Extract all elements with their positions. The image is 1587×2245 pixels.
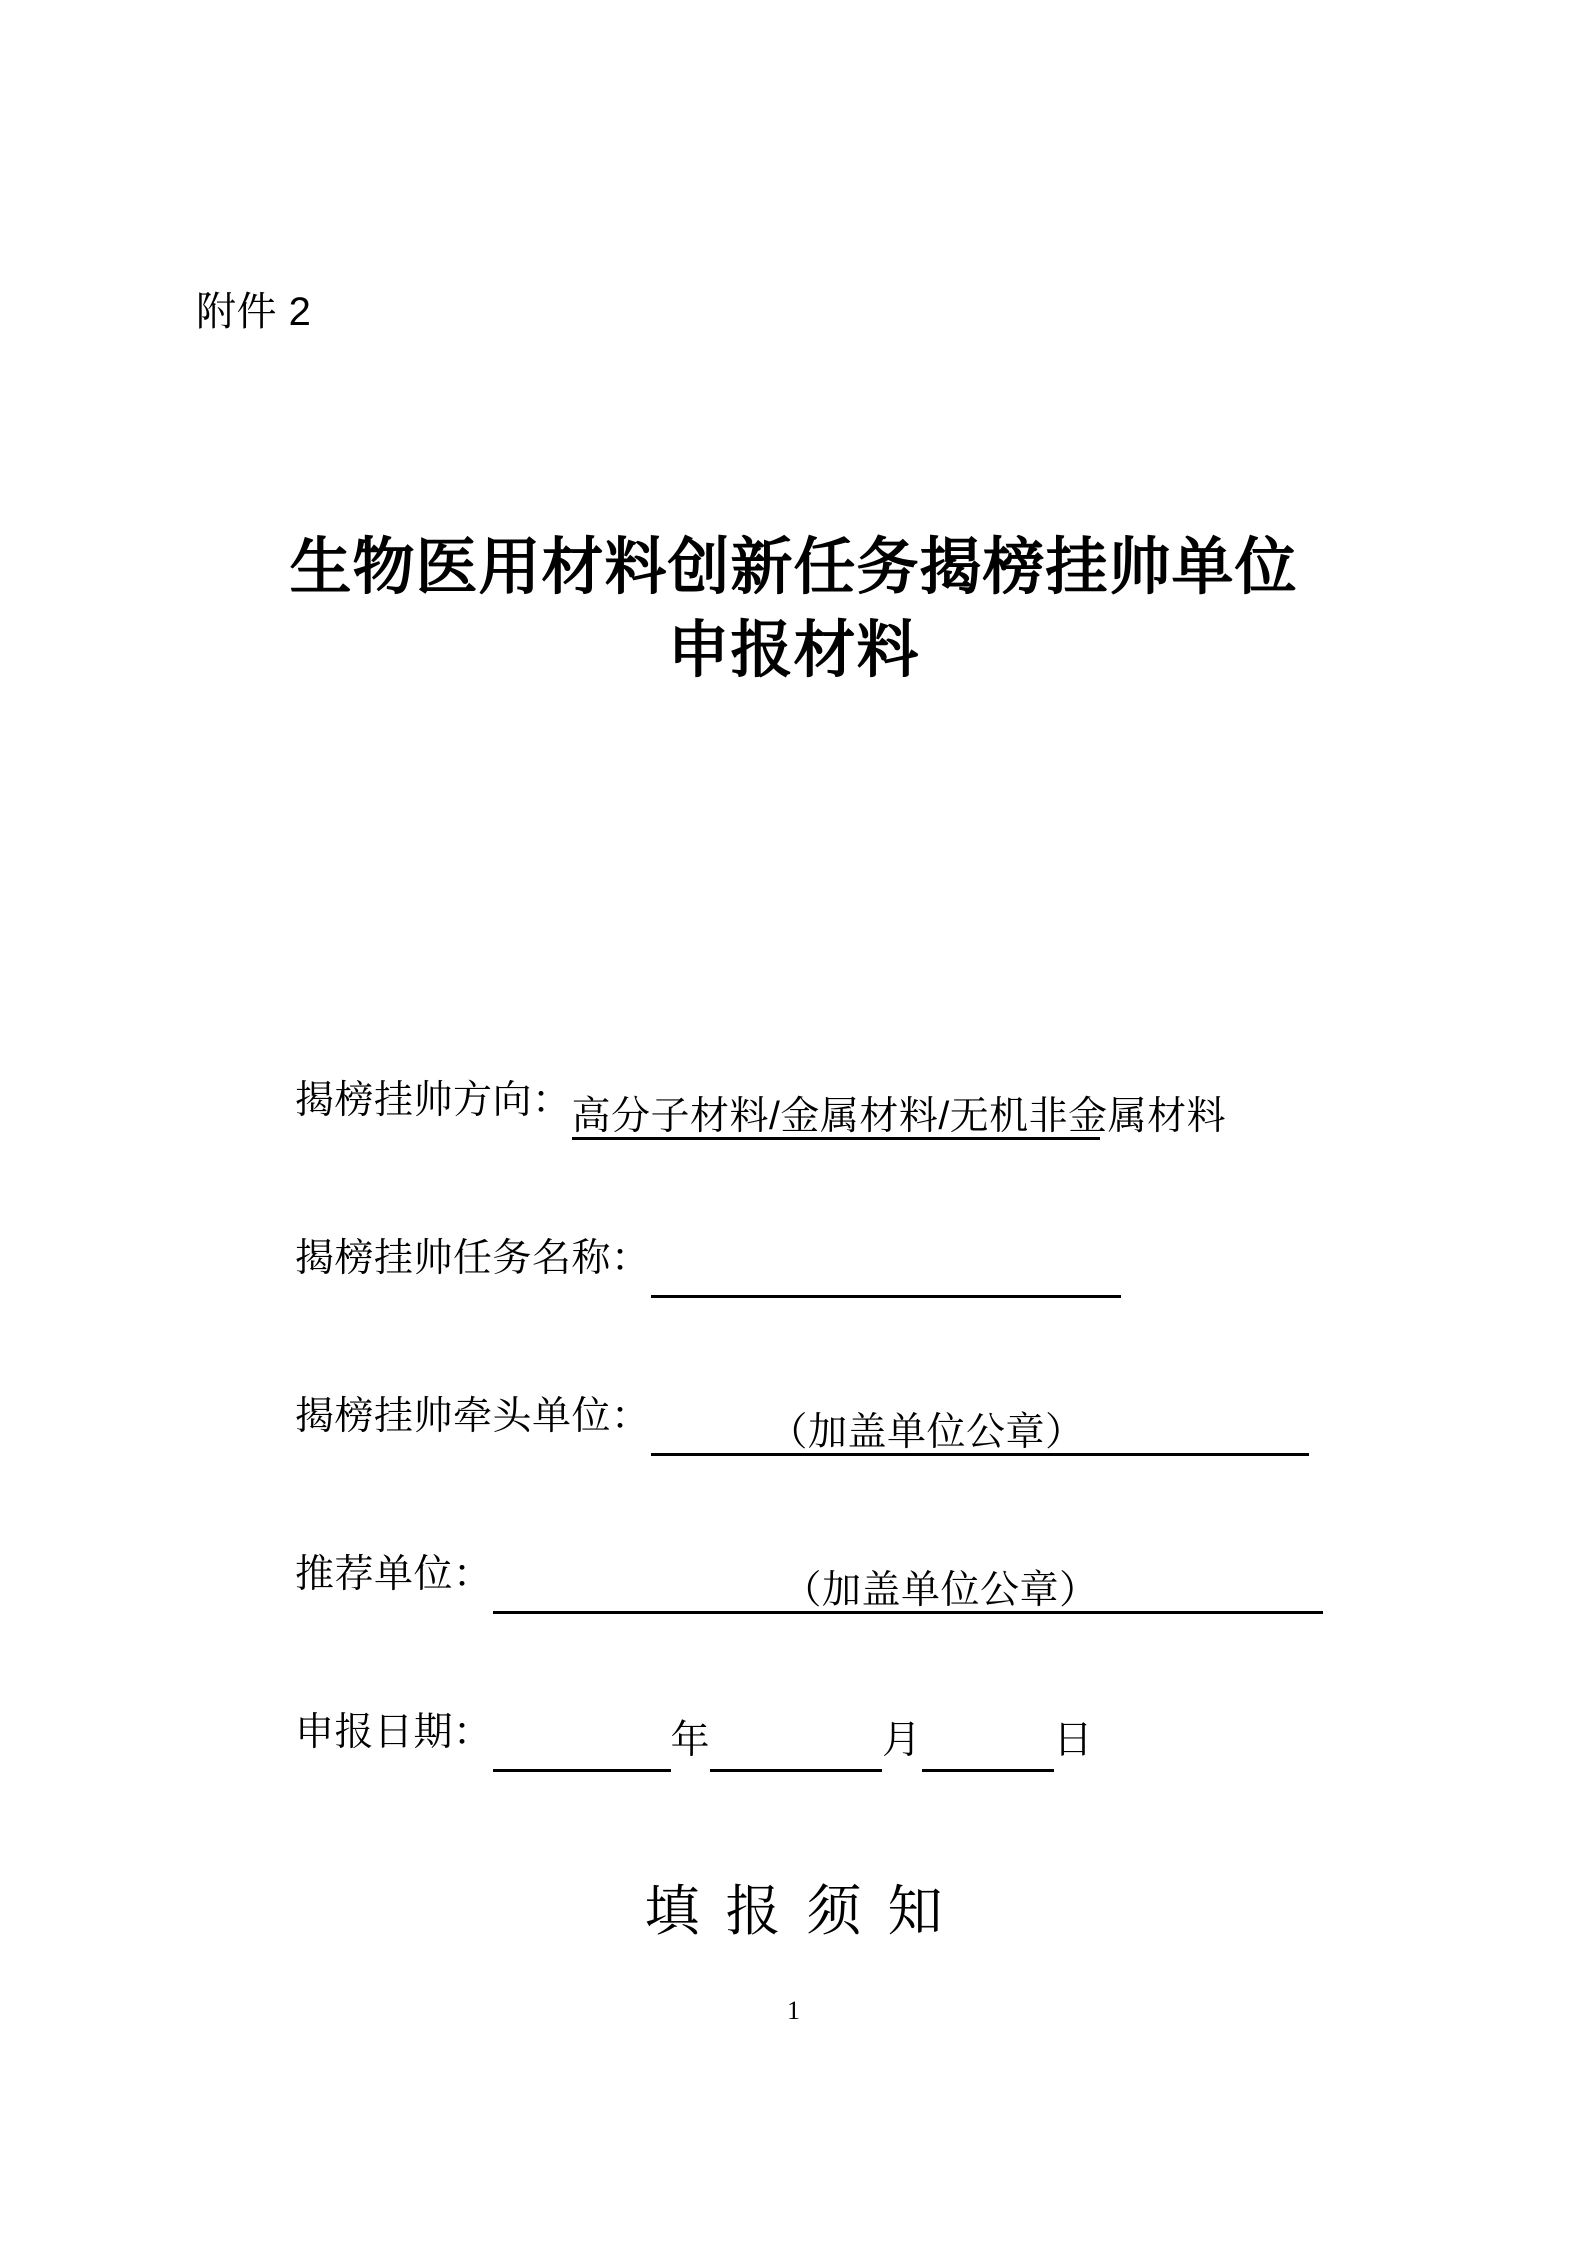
direction-input[interactable] [571, 1078, 1227, 1140]
apply-date-year-input[interactable] [493, 1710, 671, 1772]
apply-date-year-unit: 年 [670, 1719, 711, 1762]
page-title [0, 528, 1587, 691]
recommend-unit-label: 推荐单位： [295, 1553, 493, 1596]
apply-date-day-unit: 日 [1053, 1719, 1094, 1762]
attachment-tag: 附件 2 [196, 290, 312, 334]
field-row-task-name [295, 1220, 1345, 1298]
page-number: 1 [787, 1996, 800, 2025]
task-name-label: 揭榜挂帅任务名称： [295, 1237, 651, 1280]
apply-date-month-unit: 月 [882, 1719, 922, 1762]
direction-value: 高分子材料/金属材料/无机非金属材料 [571, 1095, 1227, 1138]
application-form-fields [295, 1062, 1345, 1772]
page-title-line-1: 生物医用材料创新任务揭榜挂帅单位 [289, 533, 1298, 602]
lead-unit-input[interactable] [651, 1394, 1309, 1456]
direction-label: 揭榜挂帅方向： [295, 1079, 572, 1122]
apply-date-label: 申报日期： [295, 1711, 493, 1754]
recommend-unit-value: （加盖单位公章） [782, 1569, 1099, 1612]
recommend-unit-input[interactable] [493, 1552, 1323, 1614]
field-row-lead-unit [295, 1378, 1345, 1456]
page-title-line-2: 申报材料 [667, 616, 920, 686]
apply-date-day-input[interactable] [922, 1710, 1054, 1772]
lead-unit-value: （加盖单位公章） [768, 1411, 1085, 1454]
notice-heading: 填报须知 [644, 1880, 969, 1942]
task-name-input[interactable] [651, 1236, 1121, 1298]
apply-date-month-input[interactable] [710, 1710, 882, 1772]
field-row-apply-date [295, 1694, 1345, 1772]
lead-unit-label: 揭榜挂帅牵头单位： [295, 1395, 651, 1438]
field-row-recommend-unit [295, 1536, 1345, 1614]
field-row-direction [295, 1062, 1345, 1140]
